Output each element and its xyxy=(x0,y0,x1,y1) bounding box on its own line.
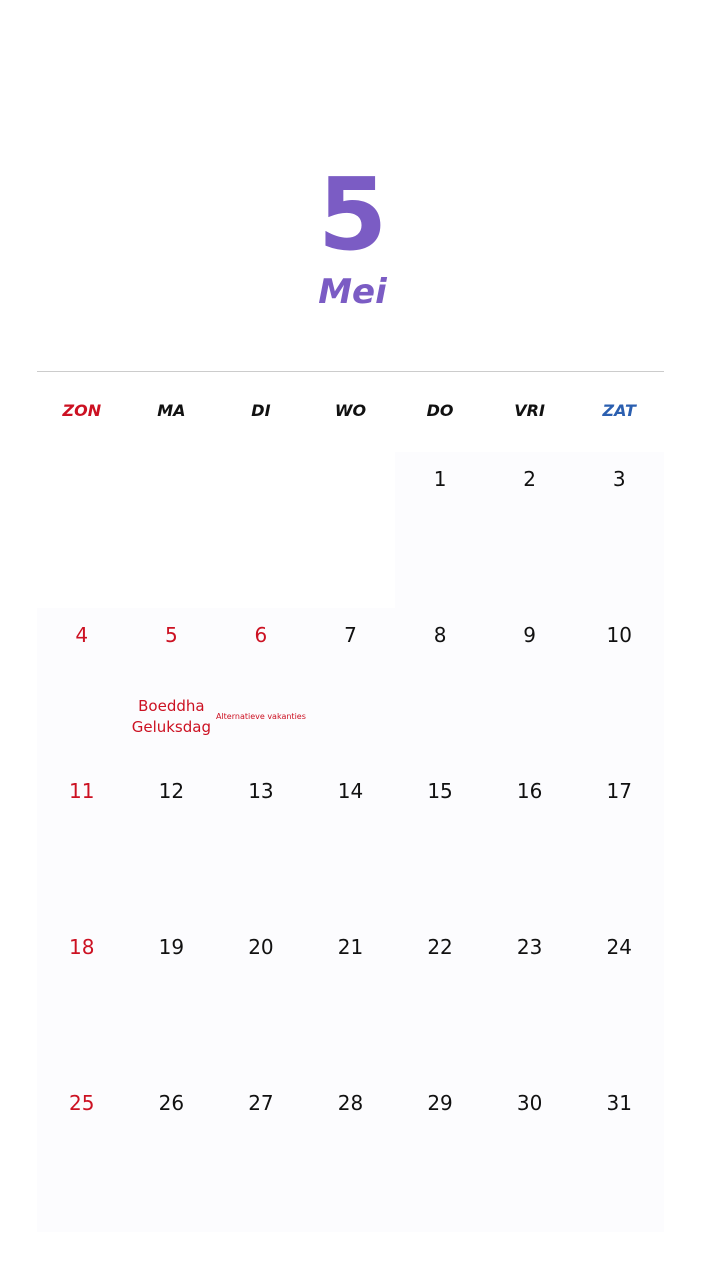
day-number: 30 xyxy=(516,1091,543,1115)
day-number: 19 xyxy=(158,935,185,959)
day-cell[interactable] xyxy=(37,608,127,764)
day-cell[interactable] xyxy=(216,608,306,764)
weekday-label: WO xyxy=(334,401,367,420)
day-number: 12 xyxy=(158,779,185,803)
day-number: 21 xyxy=(337,935,364,959)
day-cell[interactable] xyxy=(395,608,485,764)
weekday-header-row xyxy=(37,396,664,426)
day-cell[interactable] xyxy=(37,1076,127,1232)
day-cell[interactable] xyxy=(574,1076,664,1232)
day-cell[interactable] xyxy=(306,1076,396,1232)
day-number: 17 xyxy=(606,779,632,803)
day-cell[interactable] xyxy=(127,764,217,920)
day-cell[interactable] xyxy=(306,608,396,764)
day-number: 8 xyxy=(433,623,447,647)
day-cell[interactable] xyxy=(216,920,306,1076)
day-cell[interactable] xyxy=(216,1076,306,1232)
day-cell[interactable] xyxy=(37,764,127,920)
day-cell[interactable] xyxy=(574,608,664,764)
day-number: 15 xyxy=(427,779,453,803)
day-number: 4 xyxy=(75,623,89,647)
day-cell[interactable] xyxy=(395,920,485,1076)
day-number: 26 xyxy=(158,1091,185,1115)
day-number: 31 xyxy=(606,1091,632,1115)
day-number: 2 xyxy=(523,467,536,491)
empty-cell xyxy=(306,452,396,608)
holiday-label: Boeddha Geluksdag xyxy=(131,697,211,736)
day-cell[interactable] xyxy=(485,920,575,1076)
month-number: 5 xyxy=(317,156,388,273)
day-cell[interactable] xyxy=(127,608,217,764)
day-number: 6 xyxy=(254,623,268,647)
day-number: 9 xyxy=(523,623,536,647)
day-number: 14 xyxy=(337,779,364,803)
day-number: 23 xyxy=(516,935,543,959)
weekday-label: ZON xyxy=(62,401,102,420)
day-cell[interactable] xyxy=(485,1076,575,1232)
day-cell[interactable] xyxy=(395,764,485,920)
day-cell[interactable] xyxy=(485,608,575,764)
day-number: 24 xyxy=(606,935,632,959)
day-number: 7 xyxy=(344,623,357,647)
day-number: 20 xyxy=(248,935,274,959)
day-cell[interactable] xyxy=(395,1076,485,1232)
day-cell[interactable] xyxy=(574,920,664,1076)
weekday-label: ZAT xyxy=(602,401,636,420)
day-cell[interactable] xyxy=(574,764,664,920)
day-number: 10 xyxy=(606,623,632,647)
day-number: 16 xyxy=(516,779,543,803)
weekday-label: MA xyxy=(157,401,186,420)
day-number: 13 xyxy=(248,779,274,803)
weekday-label: DI xyxy=(251,401,271,420)
day-cell[interactable] xyxy=(306,764,396,920)
day-cell[interactable] xyxy=(306,920,396,1076)
day-number: 22 xyxy=(427,935,453,959)
day-cell[interactable] xyxy=(127,1076,217,1232)
header-divider xyxy=(37,371,664,372)
weekday-label: VRI xyxy=(514,401,545,420)
day-number: 27 xyxy=(248,1091,274,1115)
day-number: 5 xyxy=(164,623,178,647)
empty-cell xyxy=(127,452,217,608)
day-cell[interactable] xyxy=(485,764,575,920)
day-cell[interactable] xyxy=(485,452,575,608)
empty-cell xyxy=(37,452,127,608)
calendar-header xyxy=(0,0,705,372)
day-number: 25 xyxy=(69,1091,95,1115)
day-cell[interactable] xyxy=(37,920,127,1076)
empty-cell xyxy=(216,452,306,608)
day-number: 28 xyxy=(337,1091,364,1115)
day-cell[interactable] xyxy=(216,764,306,920)
day-cell[interactable] xyxy=(127,920,217,1076)
day-number: 18 xyxy=(69,935,95,959)
weekday-label: DO xyxy=(426,401,454,420)
calendar-grid xyxy=(37,452,664,1232)
day-cell[interactable] xyxy=(395,452,485,608)
holiday-label: Alternatieve vakanties xyxy=(215,712,306,721)
month-name: Mei xyxy=(318,272,387,312)
day-cell[interactable] xyxy=(574,452,664,608)
day-number: 3 xyxy=(612,467,626,491)
day-number: 1 xyxy=(433,467,447,491)
day-number: 29 xyxy=(427,1091,453,1115)
day-number: 11 xyxy=(69,779,95,803)
